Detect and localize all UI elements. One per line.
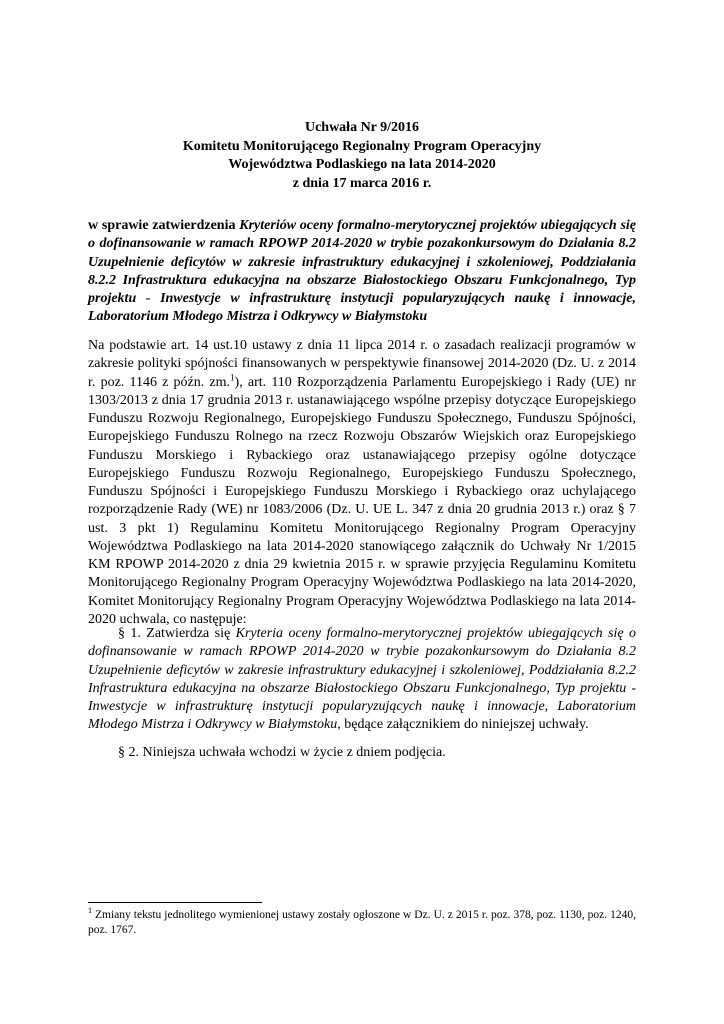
resolution-title bbox=[88, 119, 636, 193]
legal-basis-part1: Na podstawie art. 14 ust.10 ustawy z dnia 11 lipca 2014 r. o zasadach realizacji programów w zakresie polityki spójności finansowanych w perspektywie finansowej 2014-2020 (Dz. U. z 2014 r. poz. 1146 z późn. zm. bbox=[88, 338, 636, 390]
section-1-prefix: § 1. Zatwierdza się bbox=[118, 626, 231, 641]
legal-basis-part2: ), art. 110 Rozporządzenia Parlamentu Europejskiego i Rady (UE) nr 1303/2013 z dnia 17 grudnia 2013 r. ustanawiającego wspólne przepisy dotyczące Europejskiego Funduszu Rozwoju Regionalnego, Europejskiego Funduszu Społecznego, Funduszu Spójności, Europejskiego Funduszu Rolnego na rzecz Rozwoju Obszarów Wiejskich oraz Europejskiego Funduszu Morskiego i Rybackiego oraz ustanawiającego przepisy ogólne dotyczące Europejskiego Funduszu Rozwoju Regionalnego, Europejskiego Funduszu Społecznego, Funduszu Spójności i Europejskiego Funduszu Morskiego i Rybackiego oraz uchylającego rozporządzenie Rady (WE) nr 1083/2006 (Dz. U. UE L. 347 z dnia 20 grudnia 2013 r.) oraz § 7 ust. 3 pkt 1) Regulaminu Komitetu Monitorującego Regionalny Program Operacyjny Województwa Podlaskiego na lata 2014-2020 stanowiącego załącznik do Uchwały Nr 1/2015 KM RPOWP 2014-2020 z dnia 29 kwietnia 2015 r. w sprawie przyjęcia Regulaminu Komitetu Monitorującego Regionalny Program Operacyjny Województwa Podlaskiego na lata 2014-2020, Komitet Monitorujący Regionalny Program Operacyjny Województwa Podlaskiego na lata 2014-2020 uchwala, co następuje: bbox=[88, 374, 636, 627]
legal-basis-paragraph bbox=[88, 337, 636, 629]
resolution-date: z dnia 17 marca 2016 r. bbox=[292, 175, 432, 191]
subject-lead: w sprawie zatwierdzenia bbox=[88, 218, 236, 233]
footnote-marker: 1 bbox=[88, 906, 92, 916]
section-1-paragraph bbox=[88, 625, 636, 735]
footnote-reference: 1 bbox=[230, 371, 235, 382]
section-1-suffix: , będące załącznikiem do niniejszej uchwały. bbox=[337, 717, 589, 733]
subject-topic: Kryteriów oceny formalno-merytorycznej projektów ubiegających się o dofinansowanie w ramach RPOWP 2014-2020 w trybie pozakonkursowym do Działania 8.2 Uzupełnienie deficytów w zakresie infrastruktury edukacyjnej i szkoleniowej, Poddziałania 8.2.2 Infrastruktura edukacyjna na obszarze Białostockiego Obszaru Funkcjonalnego, Typ projektu - Inwestycje w infrastrukturę instytucji popularyzujących naukę i innowacje, Laboratorium Młodego Mistrza i Odkrywcy w Białymstoku bbox=[88, 218, 637, 325]
footnote-divider bbox=[88, 902, 262, 903]
footnote bbox=[88, 908, 636, 938]
section-1-criteria-title: Kryteria oceny formalno-merytorycznej projektów ubiegających się o dofinansowanie w ramach RPOWP 2014-2020 w trybie pozakonkursowym do Działania 8.2 Uzupełnienie deficytów w zakresie infrastruktury edukacyjnej i szkoleniowej, Poddziałania 8.2.2 Infrastruktura edukacyjna na obszarze Białostockiego Obszaru Funkcjonalnego, Typ projektu - Inwestycje w infrastrukturę instytucji popularyzujących naukę i innowacje, Laboratorium Młodego Mistrza i Odkrywcy w Białymstoku bbox=[88, 626, 637, 733]
section-2-paragraph: § 2. Niniejsza uchwała wchodzi w życie z dniem podjęcia. bbox=[118, 745, 446, 760]
committee-name: Komitetu Monitorującego Regionalny Program Operacyjny bbox=[182, 138, 542, 154]
footnote-text: Zmiany tekstu jednolitego wymienionej ustawy zostały ogłoszone w Dz. U. z 2015 r. poz. 378, poz. 1130, poz. 1240, poz. 1767. bbox=[88, 909, 636, 936]
program-name: Województwa Podlaskiego na lata 2014-2020 bbox=[228, 157, 496, 172]
resolution-subject bbox=[88, 217, 636, 327]
resolution-number: Uchwała Nr 9/2016 bbox=[304, 120, 420, 135]
